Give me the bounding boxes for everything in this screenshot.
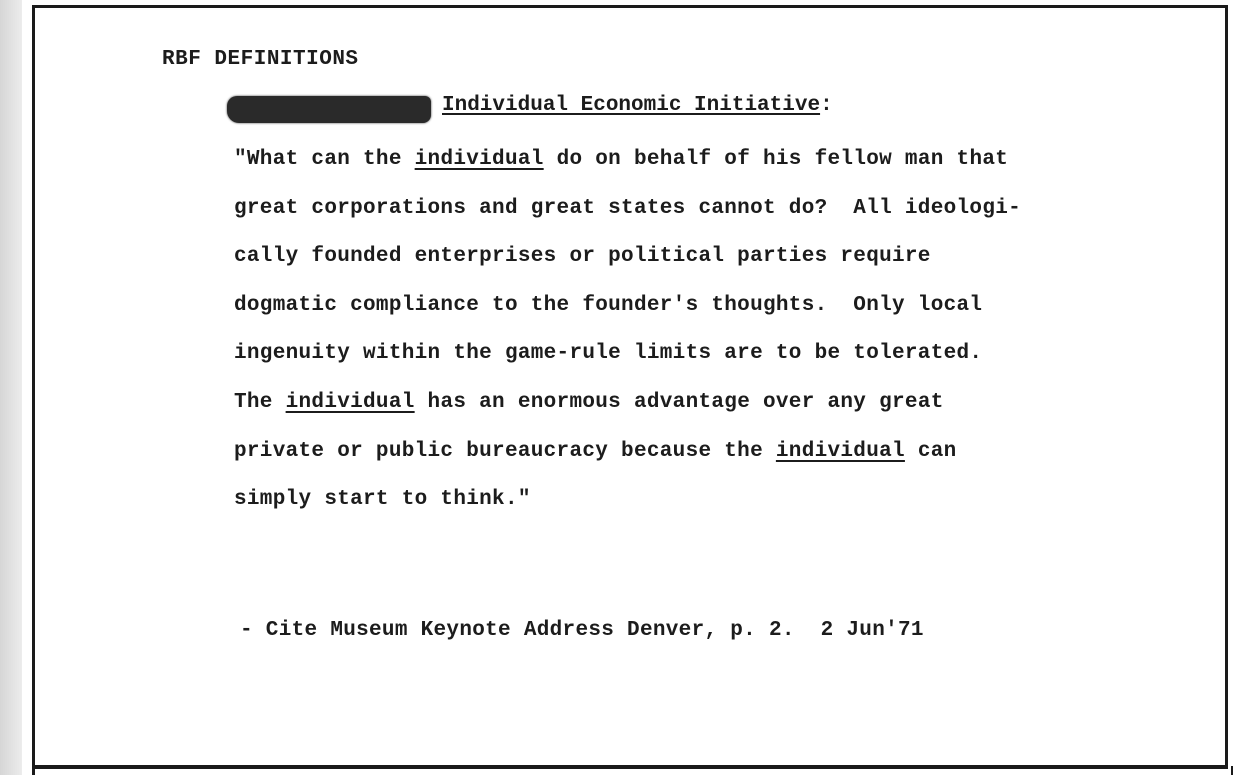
page-title: RBF DEFINITIONS — [162, 48, 359, 71]
underlined-word: individual — [775, 439, 905, 463]
quote-text: simply start to think." — [234, 488, 531, 512]
definition-term — [442, 94, 833, 117]
redaction-mark — [227, 96, 431, 123]
quote-text: has an enormous advantage over any great — [414, 390, 944, 414]
quote-text: "What can the — [234, 148, 415, 171]
quote-text: great corporations and great states cannot do? All ideologi- — [234, 196, 1022, 220]
quote-text: can — [904, 439, 957, 463]
quote-text: dogmatic compliance to the founder's thoughts. Only local — [234, 293, 983, 317]
quote-line — [234, 379, 1134, 428]
definition-term-label: Individual Economic Initiative — [442, 94, 821, 117]
underlined-word: individual — [414, 148, 544, 171]
quote-line — [234, 330, 1134, 379]
citation: - Cite Museum Keynote Address Denver, p. 2. 2 Jun'71 — [240, 619, 924, 642]
quote-line — [234, 136, 1134, 185]
next-card-edge — [32, 766, 1233, 775]
quote-text: private or public bureaucracy because the — [234, 439, 776, 463]
quote-line — [234, 476, 1134, 525]
quote-line — [234, 233, 1134, 282]
quote-line — [234, 428, 1134, 477]
quote-text: The — [234, 390, 286, 414]
quote-line — [234, 282, 1134, 331]
quote-text: do on behalf of his fellow man that — [543, 148, 1009, 171]
definition-quote — [234, 136, 1134, 525]
quote-text: cally founded enterprises or political parties require — [234, 245, 931, 269]
underlined-word: individual — [285, 390, 415, 414]
definition-term-suffix: : — [820, 94, 833, 117]
quote-text: ingenuity within the game-rule limits are to be tolerated. — [234, 342, 983, 366]
scan-edge — [0, 0, 22, 775]
quote-line — [234, 185, 1134, 234]
